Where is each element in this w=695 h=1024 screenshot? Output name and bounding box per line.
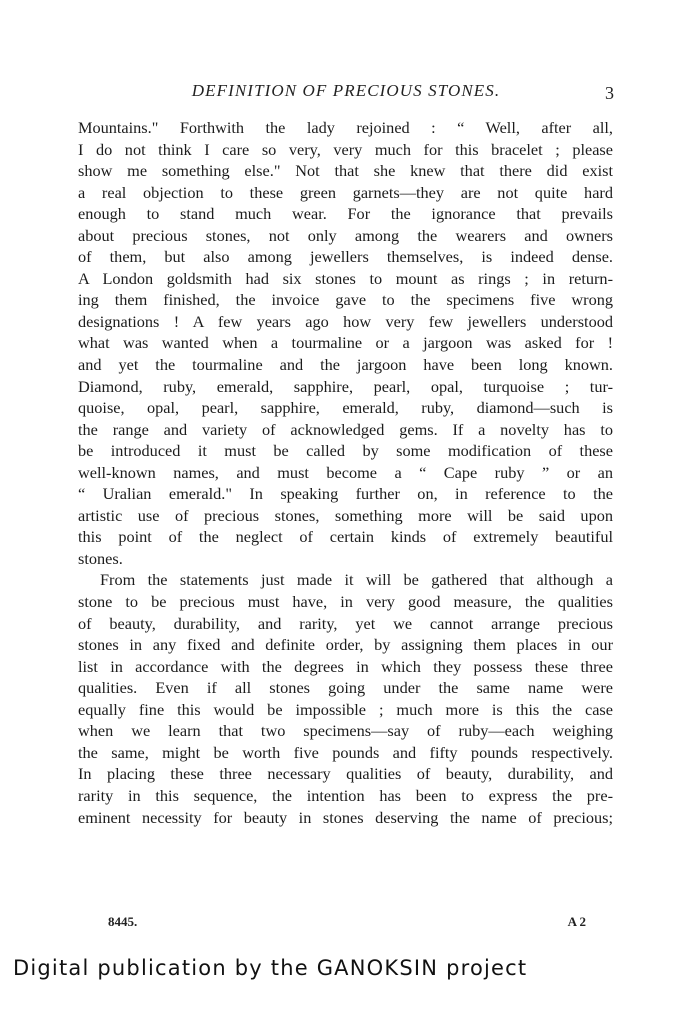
text-line: of beauty, durability, and rarity, yet we cannot arrange precious bbox=[78, 613, 613, 633]
text-line: designations ! A few years ago how very few jewellers understood bbox=[78, 311, 613, 331]
text-line: eminent necessity for beauty in stones deserving the name of precious; bbox=[78, 807, 613, 827]
text-line: about precious stones, not only among the wearers and owners bbox=[78, 225, 613, 245]
text-line: list in accordance with the degrees in which they possess these three bbox=[78, 656, 613, 676]
print-code: 8445. bbox=[108, 914, 138, 929]
text-line: artistic use of precious stones, something more will be said upon bbox=[78, 505, 613, 525]
text-line: show me something else." Not that she knew that there did exist bbox=[78, 161, 613, 181]
text-line: a real objection to these green garnets—they are not quite hard bbox=[78, 182, 613, 202]
running-head bbox=[78, 79, 614, 105]
text-line: be introduced it must be called by some modification of these bbox=[78, 441, 613, 461]
text-line: I do not think I care so very, very much for this bracelet ; please bbox=[78, 139, 613, 159]
text-line: In placing these three necessary qualities of beauty, durability, and bbox=[78, 764, 613, 784]
text-line: what was wanted when a tourmaline or a jargoon was asked for ! bbox=[78, 333, 613, 353]
body-text bbox=[78, 117, 613, 828]
text-line-paragraph-end: stones. bbox=[78, 548, 123, 568]
text-line: “ Uralian emerald." In speaking further on, in reference to the bbox=[78, 484, 613, 504]
text-line: stone to be precious must have, in very good measure, the qualities bbox=[78, 592, 613, 612]
signature-mark: A 2 bbox=[567, 914, 586, 929]
text-line-paragraph-start: From the statements just made it will be gathered that although a bbox=[100, 570, 613, 590]
text-line: Diamond, ruby, emerald, sapphire, pearl, opal, turquoise ; tur- bbox=[78, 376, 613, 396]
text-line: Mountains." Forthwith the lady rejoined : “ Well, after all, bbox=[78, 118, 613, 137]
text-line: A London goldsmith had six stones to mount as rings ; in return- bbox=[78, 268, 613, 288]
text-line: stones in any fixed and definite order, by assigning them places in our bbox=[78, 635, 613, 655]
text-line: well-known names, and must become a “ Cape ruby ” or an bbox=[78, 462, 613, 482]
text-line: of them, but also among jewellers themselves, is indeed dense. bbox=[78, 247, 613, 267]
text-line: this point of the neglect of certain kinds of extremely beautiful bbox=[78, 527, 613, 547]
page-footer bbox=[108, 914, 586, 934]
text-line: when we learn that two specimens—say of ruby—each weighing bbox=[78, 721, 613, 741]
text-line: the range and variety of acknowledged gems. If a novelty has to bbox=[78, 419, 613, 439]
running-title: DEFINITION OF PRECIOUS STONES. bbox=[191, 81, 501, 100]
text-line: the same, might be worth five pounds and fifty pounds respectively. bbox=[78, 742, 613, 762]
text-line: qualities. Even if all stones going under the same name were bbox=[78, 678, 613, 698]
text-line: enough to stand much wear. For the ignorance that prevails bbox=[78, 204, 613, 224]
text-line: and yet the tourmaline and the jargoon have been long known. bbox=[78, 355, 613, 375]
text-line: equally fine this would be impossible ; much more is this the case bbox=[78, 699, 613, 719]
text-line: quoise, opal, pearl, sapphire, emerald, ruby, diamond—such is bbox=[78, 398, 613, 418]
publication-banner: Digital publication by the GANOKSIN project bbox=[13, 956, 528, 980]
text-line: ing them finished, the invoice gave to the specimens five wrong bbox=[78, 290, 613, 310]
page-number: 3 bbox=[605, 83, 614, 103]
text-line: rarity in this sequence, the intention has been to express the pre- bbox=[78, 785, 613, 805]
